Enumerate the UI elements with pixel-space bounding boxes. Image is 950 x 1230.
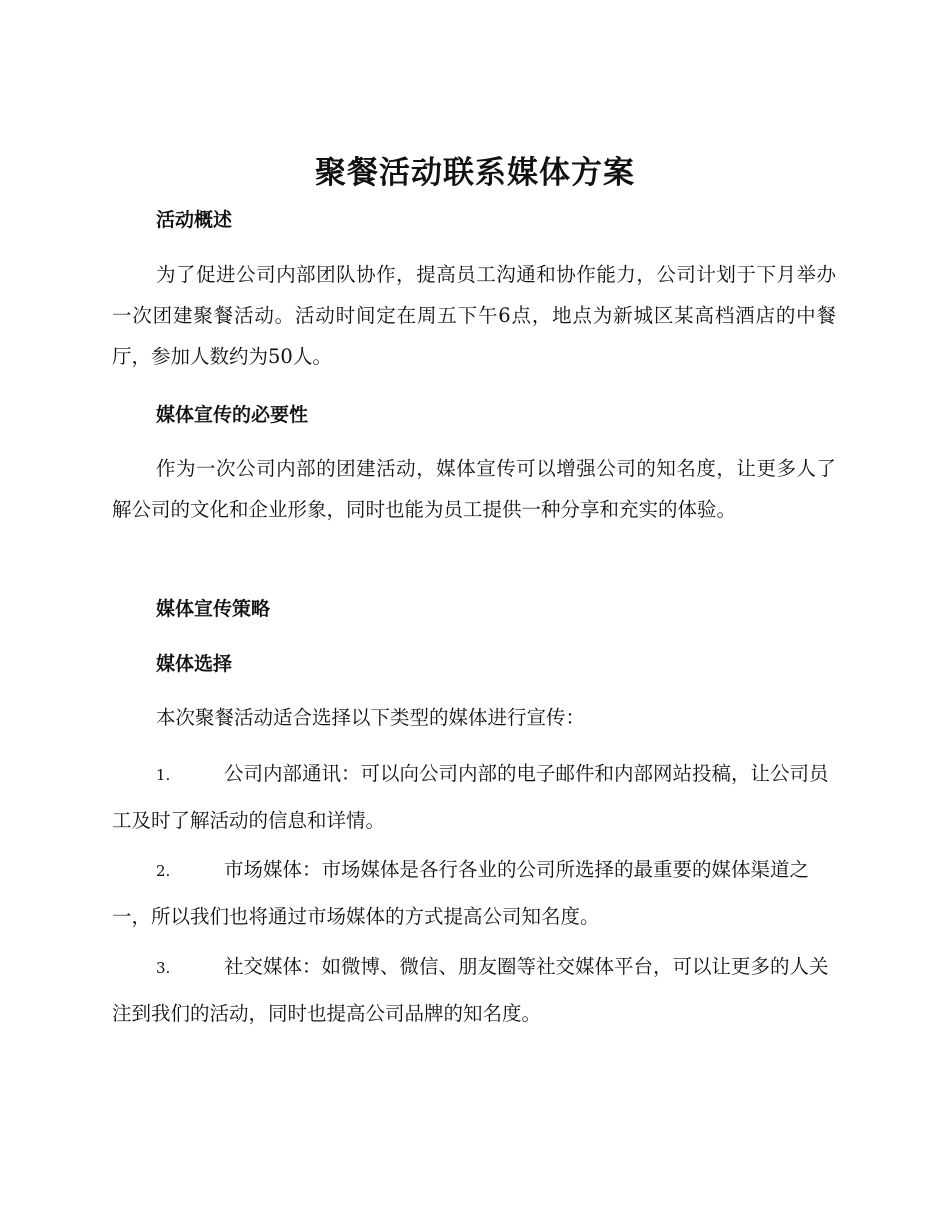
overview-heading: 活动概述 (156, 209, 233, 231)
list-item-number: 1. (156, 766, 171, 784)
list-item-text: 公司内部通讯：可以向公司内部的电子邮件和内部网站投稿，让公司员工及时了解活动的信息和详情。 (112, 762, 829, 832)
list-item-number: 2. (156, 862, 171, 880)
overview-paragraph: 为了促进公司内部团队协作，提高员工沟通和协作能力，公司计划于下月举办一次团建聚餐活动。活动时间定在周五下午6点，地点为新城区某高档酒店的中餐厅，参加人数约为50人。 (112, 263, 836, 368)
list-item-text: 市场媒体：市场媒体是各行各业的公司所选择的最重要的媒体渠道之一，所以我们也将通过市场媒体的方式提高公司知名度。 (112, 858, 810, 928)
document-title: 聚餐活动联系媒体方案 (315, 155, 635, 191)
list-item-number: 3. (156, 959, 171, 977)
list-item (112, 944, 836, 1036)
list-item (112, 751, 836, 843)
strategy-heading: 媒体宣传策略 (156, 598, 271, 620)
list-item-text: 社交媒体：如微博、微信、朋友圈等社交媒体平台，可以让更多的人关注到我们的活动，同时也提高公司品牌的知名度。 (112, 955, 829, 1025)
necessity-heading: 媒体宣传的必要性 (156, 404, 309, 426)
selection-heading: 媒体选择 (156, 653, 233, 675)
selection-intro: 本次聚餐活动适合选择以下类型的媒体进行宣传： (156, 706, 586, 729)
necessity-paragraph: 作为一次公司内部的团建活动，媒体宣传可以增强公司的知名度，让更多人了解公司的文化和企业形象，同时也能为员工提供一种分享和充实的体验。 (112, 457, 836, 521)
list-item (112, 847, 836, 939)
